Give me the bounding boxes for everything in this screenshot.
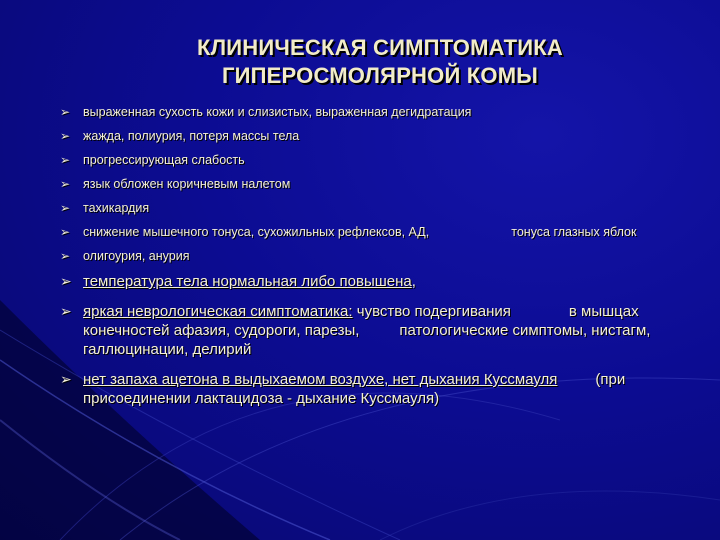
arrow-bullet-icon: ➢ <box>60 153 71 167</box>
arrow-bullet-icon: ➢ <box>60 105 71 119</box>
arrow-bullet-icon: ➢ <box>60 371 72 387</box>
list-item-text: в мышцах конечностей афазия, судороги, парезы, <box>83 303 639 339</box>
list-item-text: патологические симптомы, нистагм, галлюцинации, делирий <box>83 322 651 358</box>
arrow-bullet-icon: ➢ <box>60 273 72 289</box>
arrow-bullet-icon: ➢ <box>60 303 72 319</box>
list-item-text: прогрессирующая слабость <box>83 153 245 167</box>
arrow-bullet-icon: ➢ <box>60 225 71 239</box>
title-line-2: ГИПЕРОСМОЛЯРНОЙ КОМЫ <box>221 63 538 88</box>
symptom-list <box>60 104 690 419</box>
list-item-text: (при присоединении лактацидоза - дыхание Куссмауля) <box>83 371 626 407</box>
list-item-text: олигоурия, анурия <box>83 249 190 263</box>
list-item-text: снижение мышечного тонуса, сухожильных рефлексов, АД, <box>83 225 430 239</box>
list-item-text: тонуса глазных яблок <box>511 225 637 239</box>
list-item <box>60 370 690 408</box>
list-item-text: язык обложен коричневым налетом <box>83 177 291 191</box>
list-item <box>60 272 690 291</box>
title-line-1: КЛИНИЧЕСКАЯ СИМПТОМАТИКА <box>197 35 563 60</box>
list-item <box>60 104 690 120</box>
list-item-text: чувство подергивания <box>356 303 511 320</box>
arrow-bullet-icon: ➢ <box>60 201 71 215</box>
list-item <box>60 200 690 216</box>
list-item-text: , <box>411 273 416 290</box>
list-item <box>60 302 690 359</box>
list-item-text-underlined: нет запаха ацетона в выдыхаемом воздухе, нет дыхания Куссмауля <box>83 371 558 388</box>
list-item <box>60 128 690 144</box>
list-item <box>60 152 690 168</box>
list-item <box>60 248 690 264</box>
list-item-text: жажда, полиурия, потеря массы тела <box>83 129 300 143</box>
list-item-text: выраженная сухость кожи и слизистых, выраженная дегидратация <box>83 105 472 119</box>
slide-title <box>100 34 660 90</box>
arrow-bullet-icon: ➢ <box>60 177 71 191</box>
arrow-bullet-icon: ➢ <box>60 129 71 143</box>
list-item <box>60 176 690 192</box>
list-item-text-underlined: температура тела нормальная либо повышена <box>83 273 412 290</box>
list-item-text: тахикардия <box>83 201 150 215</box>
arrow-bullet-icon: ➢ <box>60 249 71 263</box>
list-item <box>60 224 690 240</box>
list-item-text-underlined: яркая неврологическая симптоматика: <box>83 303 353 320</box>
